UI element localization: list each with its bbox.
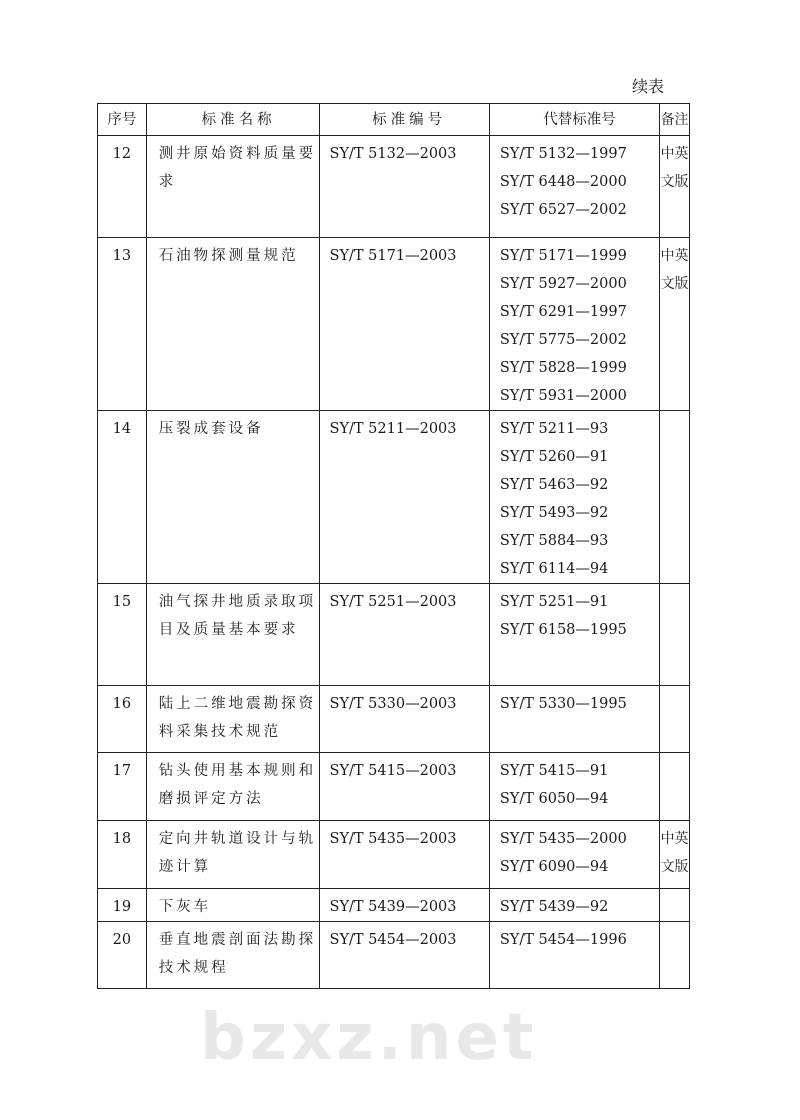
replaced-standard-code: SY/T 5931—2000 xyxy=(499,388,627,404)
row-number: 17 xyxy=(98,753,147,821)
replaced-standards xyxy=(489,889,659,922)
standard-name: 下灰车 xyxy=(146,889,319,922)
replaced-standards xyxy=(489,821,659,889)
header-name: 标准名称 xyxy=(146,104,319,136)
replaced-standard-code: SY/T 5493—92 xyxy=(499,505,609,521)
header-replaces: 代替标准号 xyxy=(489,104,659,136)
replaced-standards xyxy=(489,584,659,686)
standard-name: 油气探井地质录取项目及质量基本要求 xyxy=(146,584,319,686)
replaced-standard-code: SY/T 5171—1999 xyxy=(499,248,627,264)
table-row xyxy=(98,136,690,238)
standard-code: SY/T 5435—2003 xyxy=(319,821,489,889)
replaced-standard-code: SY/T 6291—1997 xyxy=(499,304,627,320)
replaced-standard-code: SY/T 5439—92 xyxy=(499,899,609,915)
replaced-standard-code: SY/T 5775—2002 xyxy=(499,332,627,348)
note xyxy=(660,686,690,753)
replaced-standard-code: SY/T 5260—91 xyxy=(499,449,609,465)
replaced-standard-code: SY/T 5828—1999 xyxy=(499,360,627,376)
replaced-standards xyxy=(489,411,659,584)
continuation-label: 续表 xyxy=(632,77,665,96)
row-number: 15 xyxy=(98,584,147,686)
replaced-standard-code: SY/T 5330—1995 xyxy=(499,696,627,712)
standards-table xyxy=(97,103,690,989)
row-number: 16 xyxy=(98,686,147,753)
note xyxy=(660,753,690,821)
standard-code: SY/T 5454—2003 xyxy=(319,922,489,989)
standard-code: SY/T 5211—2003 xyxy=(319,411,489,584)
table-row xyxy=(98,922,690,989)
replaced-standard-code: SY/T 6050—94 xyxy=(499,791,609,807)
row-number: 14 xyxy=(98,411,147,584)
standard-name: 定向井轨道设计与轨迹计算 xyxy=(146,821,319,889)
standard-code: SY/T 5415—2003 xyxy=(319,753,489,821)
standard-name: 陆上二维地震勘探资料采集技术规范 xyxy=(146,686,319,753)
replaced-standard-code: SY/T 6527—2002 xyxy=(499,202,627,218)
replaced-standard-code: SY/T 5454—1996 xyxy=(499,932,627,948)
standard-name: 钻头使用基本规则和磨损评定方法 xyxy=(146,753,319,821)
standard-name: 石油物探测量规范 xyxy=(146,238,319,411)
note xyxy=(660,411,690,584)
note xyxy=(660,584,690,686)
replaced-standards xyxy=(489,753,659,821)
standard-name: 测井原始资料质量要求 xyxy=(146,136,319,238)
standard-code: SY/T 5439—2003 xyxy=(319,889,489,922)
standard-code: SY/T 5251—2003 xyxy=(319,584,489,686)
replaced-standard-code: SY/T 5211—93 xyxy=(499,421,609,437)
standard-code: SY/T 5171—2003 xyxy=(319,238,489,411)
row-number: 13 xyxy=(98,238,147,411)
table-row xyxy=(98,753,690,821)
table-row xyxy=(98,686,690,753)
replaced-standard-code: SY/T 5251—91 xyxy=(499,594,609,610)
note xyxy=(660,922,690,989)
note: 中英文版 xyxy=(660,821,690,889)
replaced-standard-code: SY/T 5463—92 xyxy=(499,477,609,493)
replaced-standard-code: SY/T 5435—2000 xyxy=(499,831,627,847)
row-number: 18 xyxy=(98,821,147,889)
replaced-standards xyxy=(489,238,659,411)
standard-code: SY/T 5132—2003 xyxy=(319,136,489,238)
replaced-standards xyxy=(489,136,659,238)
note xyxy=(660,889,690,922)
standard-name: 垂直地震剖面法勘探技术规程 xyxy=(146,922,319,989)
replaced-standard-code: SY/T 6448—2000 xyxy=(499,174,627,190)
replaced-standard-code: SY/T 5884—93 xyxy=(499,533,609,549)
replaced-standard-code: SY/T 6114—94 xyxy=(499,561,609,577)
header-note: 备注 xyxy=(660,104,690,136)
table-header-row xyxy=(98,104,690,136)
header-no: 序号 xyxy=(98,104,147,136)
row-number: 12 xyxy=(98,136,147,238)
table-row xyxy=(98,821,690,889)
standard-code: SY/T 5330—2003 xyxy=(319,686,489,753)
row-number: 19 xyxy=(98,889,147,922)
table-row xyxy=(98,889,690,922)
replaced-standard-code: SY/T 5132—1997 xyxy=(499,146,627,162)
replaced-standards xyxy=(489,922,659,989)
note: 中英文版 xyxy=(660,136,690,238)
table-row xyxy=(98,238,690,411)
watermark: bzxz.net xyxy=(200,1001,538,1075)
table-row xyxy=(98,584,690,686)
row-number: 20 xyxy=(98,922,147,989)
replaced-standard-code: SY/T 5927—2000 xyxy=(499,276,627,292)
note: 中英文版 xyxy=(660,238,690,411)
table-row xyxy=(98,411,690,584)
replaced-standard-code: SY/T 5415—91 xyxy=(499,763,609,779)
replaced-standards xyxy=(489,686,659,753)
replaced-standard-code: SY/T 6158—1995 xyxy=(499,622,627,638)
replaced-standard-code: SY/T 6090—94 xyxy=(499,859,609,875)
header-code: 标准编号 xyxy=(319,104,489,136)
standard-name: 压裂成套设备 xyxy=(146,411,319,584)
